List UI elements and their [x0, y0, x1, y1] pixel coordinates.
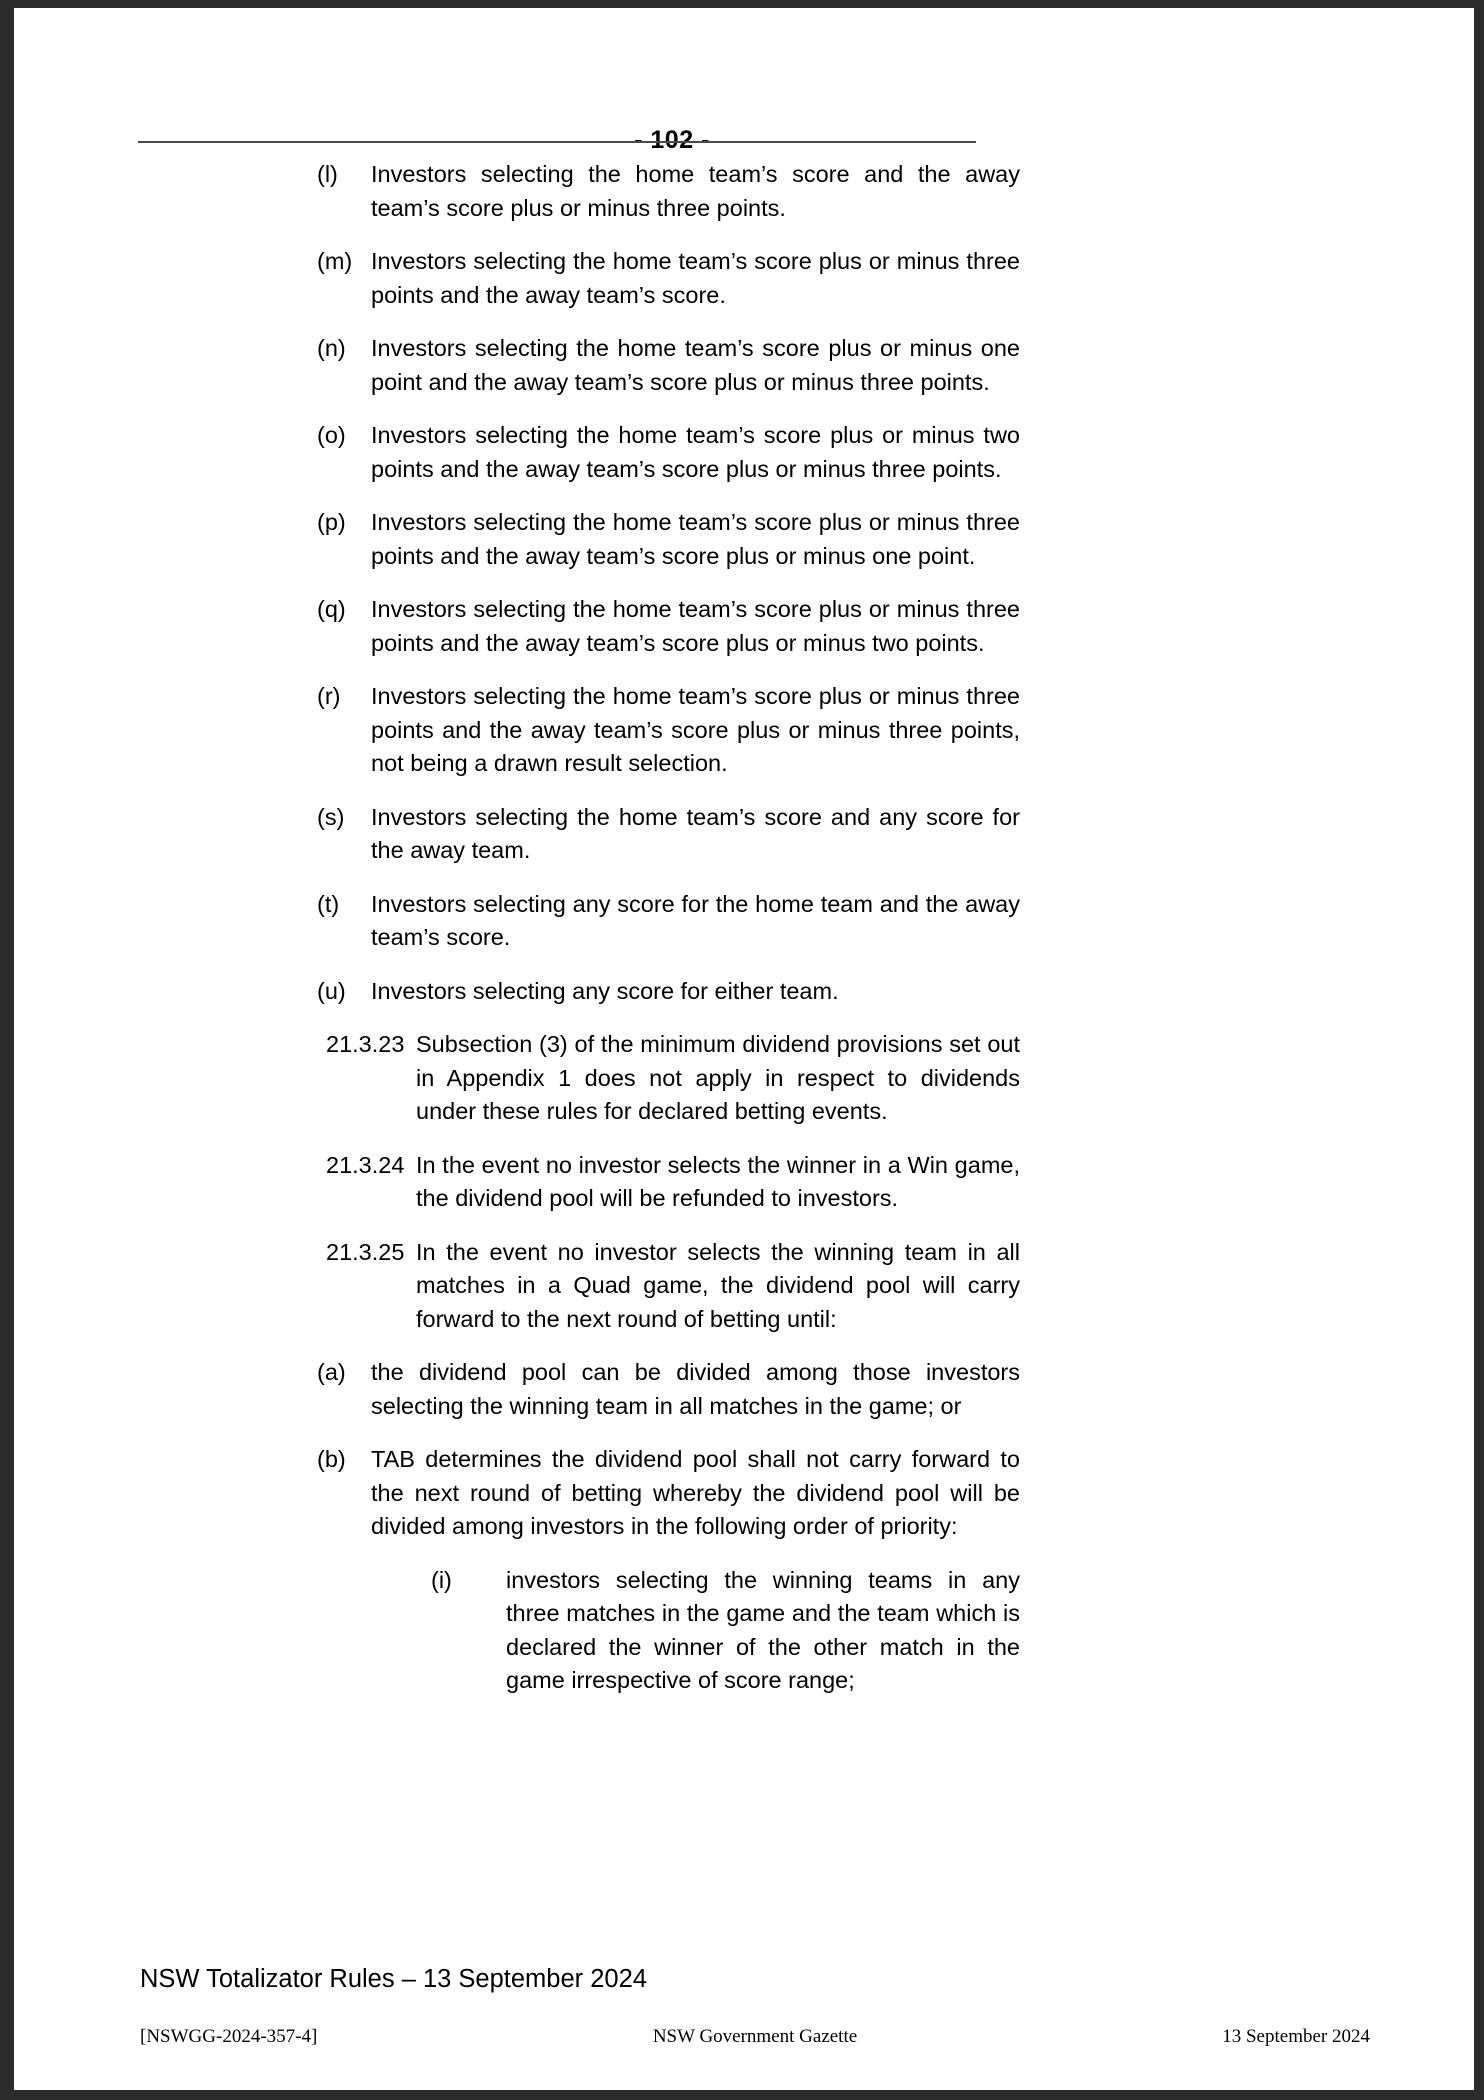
clause-item [14, 975, 1330, 1009]
clause-text: Investors selecting the home team’s score plus or minus three points and the away team’s score. [371, 248, 1020, 308]
clause-text: Investors selecting the home team’s score plus or minus three points and the away team’s score plus or minus three points, not being a drawn result selection. [371, 683, 1020, 776]
clause-marker: (s) [317, 803, 345, 830]
clause-item [14, 593, 1330, 660]
clause-marker: 21.3.25 [326, 1238, 405, 1265]
clause-text: Investors selecting the home team’s score plus or minus three points and the away team’s score plus or minus two points. [371, 596, 1020, 656]
clause-text: Investors selecting the home team’s score and any score for the away team. [371, 803, 1020, 863]
clause-marker: (a) [317, 1359, 346, 1385]
clause-marker: (m) [317, 248, 353, 274]
clause-text: In the event no investor selects the winning team in all matches in a Quad game, the dividend pool will carry forward to the next round of betting until: [416, 1238, 1020, 1332]
clause-marker: (o) [317, 422, 346, 448]
clause-marker: (q) [317, 596, 346, 622]
gazette-reference: [NSWGG-2024-357-4] [140, 2026, 318, 2047]
clause-item [14, 1149, 1330, 1216]
clause-item [14, 888, 1330, 955]
clause-marker: (p) [317, 509, 346, 535]
clause-text: Investors selecting the home team’s score plus or minus one point and the away team’s score plus or minus three points. [371, 335, 1020, 395]
header-divider [138, 141, 976, 143]
clause-marker: (b) [317, 1446, 346, 1472]
clause-item [14, 1564, 1330, 1698]
gazette-footer [140, 2026, 1370, 2048]
clause-marker: (l) [317, 161, 338, 187]
clause-marker: 21.3.23 [326, 1031, 405, 1057]
document-title-footer: NSW Totalizator Rules – 13 September 2024 [140, 1965, 647, 1993]
clause-marker: (r) [317, 683, 341, 709]
clause-item [14, 332, 1330, 399]
clause-item [14, 419, 1330, 486]
clause-text: the dividend pool can be divided among those investors selecting the winning team in all matches in the game; or [371, 1359, 1020, 1419]
clause-text: investors selecting the winning teams in any three matches in the game and the team which is declared the winner of the other match in the game irrespective of score range; [506, 1566, 1020, 1693]
clause-text: In the event no investor selects the winner in a Win game, the dividend pool will be refunded to investors. [416, 1151, 1020, 1211]
clause-item [14, 245, 1330, 312]
clause-text: Investors selecting the home team’s score plus or minus three points and the away team’s score plus or minus one point. [371, 509, 1020, 569]
page-number: - 102 - [634, 126, 710, 154]
clause-item [14, 1443, 1330, 1544]
gazette-date: 13 September 2024 [1222, 2026, 1370, 2047]
clause-text: Investors selecting the home team’s score and the away team’s score plus or minus three points. [371, 161, 1020, 221]
clause-marker: (u) [317, 977, 346, 1004]
clause-item [14, 1028, 1330, 1129]
clause-text: TAB determines the dividend pool shall not carry forward to the next round of betting whereby the dividend pool will be divided among investors in the following order of priority: [371, 1446, 1020, 1539]
clause-item [14, 801, 1330, 868]
document-page [14, 8, 1474, 2090]
clause-text: Investors selecting the home team’s score plus or minus two points and the away team’s score plus or minus three points. [371, 422, 1020, 482]
clause-item [14, 506, 1330, 573]
clause-marker: (t) [317, 890, 340, 917]
clause-item [14, 1236, 1330, 1337]
clause-text: Investors selecting any score for either team. [371, 977, 839, 1004]
clause-item [14, 680, 1330, 781]
clause-text: Investors selecting any score for the home team and the away team’s score. [371, 890, 1020, 950]
clause-item [14, 1356, 1330, 1423]
clause-marker: (n) [317, 335, 346, 361]
document-body [14, 158, 1330, 1718]
clause-marker: (i) [431, 1566, 452, 1593]
clause-text: Subsection (3) of the minimum dividend provisions set out in Appendix 1 does not apply in respect to dividends under these rules for declared betting events. [416, 1031, 1020, 1124]
clause-marker: 21.3.24 [326, 1151, 405, 1178]
clause-item [14, 158, 1330, 225]
gazette-name: NSW Government Gazette [652, 2026, 858, 2047]
